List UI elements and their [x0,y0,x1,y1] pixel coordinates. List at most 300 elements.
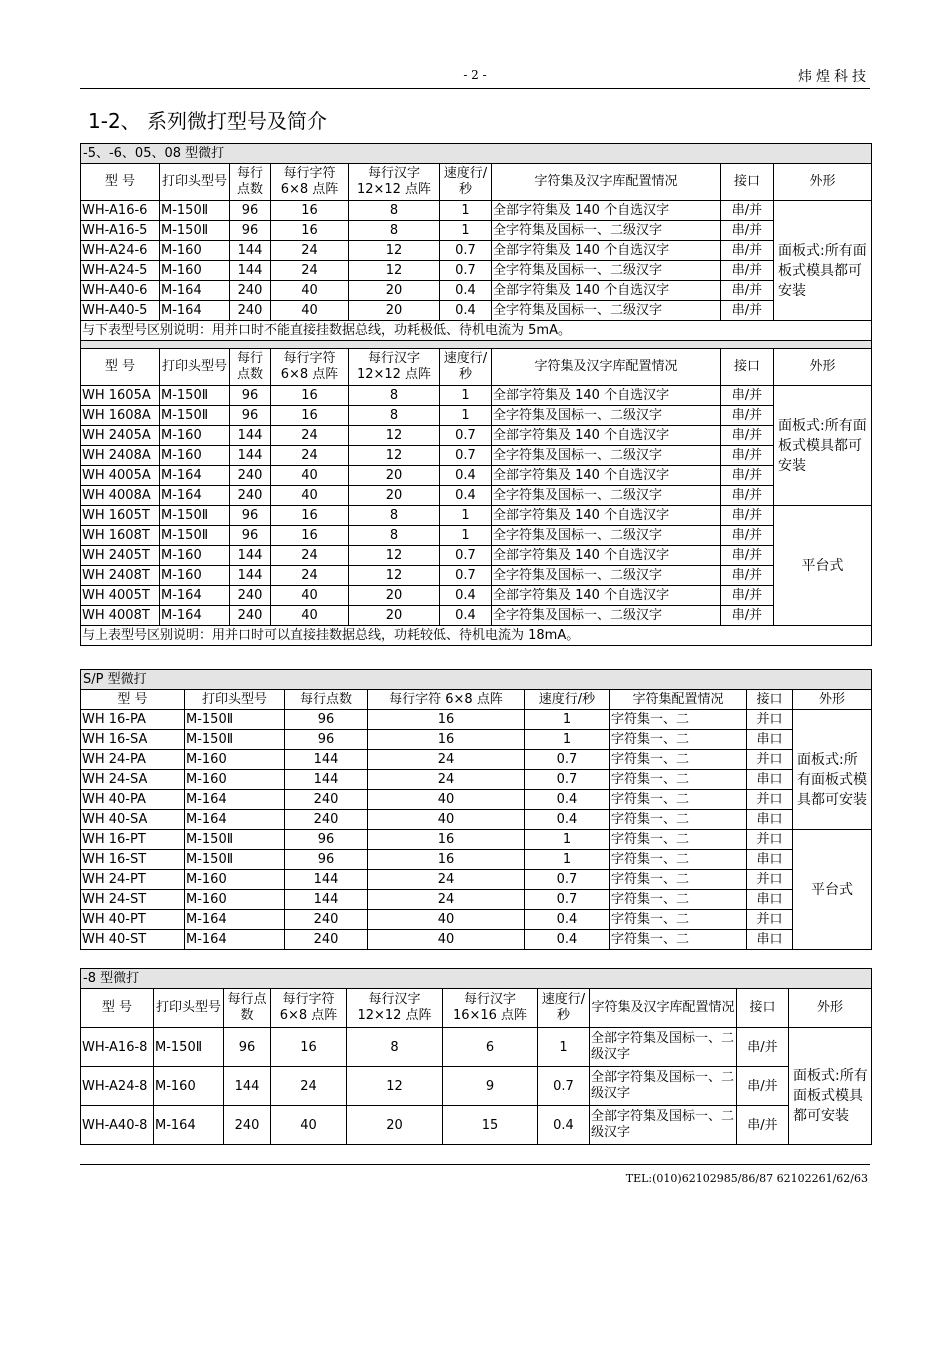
table-cell: 0.7 [440,426,492,446]
table-cell: 1 [525,830,610,850]
table-cell: 24 [271,446,349,466]
table-cell: 24 [271,261,349,281]
table-cell: 8 [349,221,440,241]
column-header: 外形 [774,164,872,201]
table-cell: 串/并 [721,586,774,606]
table-cell: 9 [443,1067,538,1106]
table-row [81,566,872,586]
table-cell: 全字符集及国标一、二级汉字 [492,301,721,321]
table-cell: M-160 [160,261,230,281]
table-cell: 15 [443,1106,538,1145]
table-cell: 144 [230,566,271,586]
table-cell: 40 [368,810,525,830]
table-cell: 12 [349,426,440,446]
table-cell: 全字符集及国标一、二级汉字 [492,446,721,466]
table-cell: 串/并 [721,281,774,301]
table-cell: M-160 [185,750,285,770]
table-cell: 串/并 [721,466,774,486]
table-cell: M-164 [160,301,230,321]
table-cell: 8 [349,506,440,526]
table-cell: 串/并 [721,426,774,446]
table-cell: 串口 [747,730,793,750]
table-cell: 20 [349,486,440,506]
table-cell: M-164 [185,930,285,950]
table-cell: 16 [271,1028,347,1067]
table-cell: 0.4 [440,586,492,606]
shape-cell: 面板式:所有面板式模具都可安装 [774,201,872,321]
column-header: 字符集及汉字库配置情况 [492,349,721,386]
column-header: 型 号 [81,989,154,1028]
table-row [81,1067,872,1106]
table-cell: M-150Ⅱ [160,386,230,406]
table-cell: 8 [347,1028,443,1067]
table-cell: M-150Ⅱ [160,221,230,241]
table-cell: 串口 [747,890,793,910]
table-cell: 0.4 [440,466,492,486]
table-cell: 串/并 [721,241,774,261]
table-cell: 0.7 [440,546,492,566]
table-row [81,890,872,910]
table-cell: 240 [230,301,271,321]
table-spacer [81,341,872,349]
table-cell: 40 [368,910,525,930]
table-cell: 20 [349,466,440,486]
table-caption: -8 型微打 [81,969,872,989]
table-cell: 40 [368,790,525,810]
table-cell: 0.7 [440,261,492,281]
table-cell: 16 [271,201,349,221]
column-header: 型 号 [81,164,160,201]
table-cell: WH 4008A [81,486,160,506]
table-cell: M-164 [185,810,285,830]
page-number: - 2 - [463,68,487,82]
table-row [81,386,872,406]
table-caption-row [81,670,872,690]
table-cell: WH 16-SA [81,730,185,750]
column-header: 型 号 [81,349,160,386]
table-cell: 字符集一、二 [610,730,747,750]
spacer-row [81,341,872,349]
table-cell: 0.7 [525,870,610,890]
table-cell: 144 [230,426,271,446]
table-cell: WH 40-SA [81,810,185,830]
table-cell: WH 2405T [81,546,160,566]
column-header: 每行点数 [224,989,271,1028]
table-cell: 16 [271,526,349,546]
table-cell: 96 [285,850,368,870]
table-cell: 20 [347,1106,443,1145]
table-cell: M-160 [185,770,285,790]
table-cell: 并口 [747,750,793,770]
table-cell: 8 [349,201,440,221]
table-cell: 96 [230,201,271,221]
table-cell: 0.4 [538,1106,590,1145]
column-header: 每行汉字12×12 点阵 [347,989,443,1028]
column-header: 打印头型号 [154,989,224,1028]
table-cell: WH-A40-8 [81,1106,154,1145]
column-header: 外形 [789,989,872,1028]
column-header: 速度行/秒 [525,690,610,710]
column-header: 每行字符6×8 点阵 [271,349,349,386]
column-header: 速度行/秒 [440,164,492,201]
table-cell: 全字符集及国标一、二级汉字 [492,606,721,626]
table-cell: 12 [349,546,440,566]
table-caption-row [81,969,872,989]
table-cell: 串/并 [721,486,774,506]
table-cell: 144 [224,1067,271,1106]
table-cell: 1 [525,710,610,730]
table-cell: 240 [230,466,271,486]
table-cell: 全部字符集及 140 个自选汉字 [492,426,721,446]
table-cell: 16 [368,710,525,730]
table-row [81,301,872,321]
table-cell: WH 1608T [81,526,160,546]
column-header: 每行字符6×8 点阵 [271,989,347,1028]
table-cell: 40 [271,281,349,301]
table-cell: M-150Ⅱ [160,201,230,221]
table-cell: 0.4 [525,790,610,810]
table-cell: 16 [271,406,349,426]
company-name: 炜煌科技 [798,69,870,85]
table-row [81,810,872,830]
column-header: 每行汉字16×16 点阵 [443,989,538,1028]
table-cell: 12 [349,566,440,586]
table-row [81,910,872,930]
table-cell: 144 [285,870,368,890]
table-cell: 240 [224,1106,271,1145]
table-cell: 24 [271,241,349,261]
table-cell: 0.7 [440,241,492,261]
shape-cell: 面板式:所有面板式模具都可安装 [774,386,872,506]
table-cell: 96 [224,1028,271,1067]
table-cell: 24 [368,750,525,770]
column-header: 每行字符 6×8 点阵 [368,690,525,710]
column-header: 每行点数 [285,690,368,710]
table-cell: 144 [230,261,271,281]
table-cell: WH 24-PA [81,750,185,770]
table-cell: M-160 [160,546,230,566]
footer-telephone: TEL:(010)62102985/86/87 62102261/62/63 [625,1172,868,1185]
table-cell: 串口 [747,770,793,790]
table-cell: WH 2405A [81,426,160,446]
table-header-row [81,349,872,386]
table-cell: 96 [230,221,271,241]
table-cell: 240 [230,586,271,606]
table-cell: 全部字符集及国标一、二级汉字 [590,1067,737,1106]
table-cell: 1 [440,221,492,241]
column-header: 接口 [721,164,774,201]
table-cell: M-164 [160,606,230,626]
column-header: 每行汉字12×12 点阵 [349,164,440,201]
table-cell: 全字符集及国标一、二级汉字 [492,261,721,281]
table-cell: 20 [349,281,440,301]
table-cell: WH 4008T [81,606,160,626]
table-cell: WH 16-PA [81,710,185,730]
table-cell: 字符集一、二 [610,910,747,930]
table-header-row [81,989,872,1028]
table-cell: 串/并 [721,221,774,241]
table-cell: 240 [285,930,368,950]
page-header [80,66,870,89]
table-cell: 1 [525,730,610,750]
table-cell: 96 [230,506,271,526]
column-header: 每行字符6×8 点阵 [271,164,349,201]
table-row [81,261,872,281]
table-row [81,770,872,790]
table-cell: M-160 [185,890,285,910]
column-header: 每行汉字12×12 点阵 [349,349,440,386]
table-cell: 8 [349,406,440,426]
table-cell: 8 [349,526,440,546]
table-cell: M-150Ⅱ [160,406,230,426]
table-cell: 串/并 [721,446,774,466]
table-cell: WH 24-SA [81,770,185,790]
table-row [81,426,872,446]
table-cell: M-160 [160,446,230,466]
table-cell: M-160 [185,870,285,890]
table-cell: WH-A24-6 [81,241,160,261]
table-cell: M-164 [160,586,230,606]
table-cell: 96 [230,406,271,426]
table-header-row [81,164,872,201]
table-cell: 0.4 [440,606,492,626]
table-row [81,506,872,526]
table-cell: 16 [271,506,349,526]
table-row [81,870,872,890]
table-cell: 串/并 [737,1028,789,1067]
table-row [81,850,872,870]
table-cell: 全部字符集及国标一、二级汉字 [590,1028,737,1067]
table-cell: 并口 [747,830,793,850]
table-cell: 全部字符集及 140 个自选汉字 [492,201,721,221]
table-cell: 串/并 [721,201,774,221]
table-cell: 串口 [747,930,793,950]
table-cell: 20 [349,301,440,321]
column-header: 型 号 [81,690,185,710]
table-cell: 16 [368,730,525,750]
table-cell: 全部字符集及 140 个自选汉字 [492,241,721,261]
table-cell: 8 [349,386,440,406]
table-cell: 16 [368,830,525,850]
table-cell: WH 1608A [81,406,160,426]
footer-divider [80,1164,870,1165]
table-cell: 全字符集及国标一、二级汉字 [492,486,721,506]
column-header: 字符集及汉字库配置情况 [590,989,737,1028]
table-cell: WH 40-PT [81,910,185,930]
table-cell: M-160 [160,241,230,261]
table-cell: 0.7 [525,770,610,790]
shape-cell: 面板式:所有面板式模具都可安装 [789,1028,872,1145]
column-header: 每行点数 [230,349,271,386]
table-cell: WH 1605T [81,506,160,526]
table-cell: 144 [285,750,368,770]
table-cell: 串/并 [721,506,774,526]
table-cell: 240 [230,606,271,626]
table-row [81,930,872,950]
table-cell: WH-A16-8 [81,1028,154,1067]
table-cell: 串/并 [721,301,774,321]
table-cell: WH-A40-5 [81,301,160,321]
table-cell: 字符集一、二 [610,750,747,770]
table-cell: 全部字符集及 140 个自选汉字 [492,546,721,566]
table-cell: WH 24-ST [81,890,185,910]
table-cell: 12 [349,261,440,281]
table-cell: 全部字符集及国标一、二级汉字 [590,1106,737,1145]
table-cell: M-150Ⅱ [154,1028,224,1067]
column-header: 接口 [747,690,793,710]
table-cell: 并口 [747,910,793,930]
table-row [81,466,872,486]
table-cell: 96 [230,526,271,546]
column-header: 外形 [793,690,872,710]
table-cell: M-160 [154,1067,224,1106]
table-cell: 字符集一、二 [610,930,747,950]
note-row [81,626,872,646]
table-cell: 字符集一、二 [610,850,747,870]
table-cell: 0.4 [525,930,610,950]
table-cell: WH 4005T [81,586,160,606]
table-row [81,830,872,850]
table-cell: 40 [271,1106,347,1145]
table-caption: -5、-6、05、08 型微打 [81,144,872,164]
table-cell: 串口 [747,810,793,830]
table-cell: WH 2408T [81,566,160,586]
table-cell: M-164 [185,910,285,930]
table-row [81,221,872,241]
table-cell: 0.4 [440,281,492,301]
table-cell: 串/并 [737,1067,789,1106]
shape-cell: 平台式 [774,506,872,626]
table-cell: 字符集一、二 [610,790,747,810]
table-cell: 40 [271,466,349,486]
table-cell: M-150Ⅱ [160,526,230,546]
table-cell: 并口 [747,870,793,890]
table-cell: 串/并 [737,1106,789,1145]
table-cell: 全字符集及国标一、二级汉字 [492,406,721,426]
column-header: 字符集及汉字库配置情况 [492,164,721,201]
table-cell: 16 [368,850,525,870]
table-cell: WH-A16-6 [81,201,160,221]
table-cell: M-160 [160,426,230,446]
table-cell: 96 [285,710,368,730]
table-cell: M-150Ⅱ [160,506,230,526]
table-cell: 并口 [747,710,793,730]
table-row [81,526,872,546]
table-row [81,790,872,810]
table-cell: 240 [285,810,368,830]
table-cell: WH-A16-5 [81,221,160,241]
table-cell: 0.4 [440,301,492,321]
table-cell: 全部字符集及 140 个自选汉字 [492,506,721,526]
column-header: 速度行/秒 [538,989,590,1028]
table-cell: 0.7 [440,566,492,586]
table-cell: 144 [230,446,271,466]
table-caption: S/P 型微打 [81,670,872,690]
table-cell: 40 [271,586,349,606]
table-cell: 全部字符集及 140 个自选汉字 [492,466,721,486]
table-cell: 6 [443,1028,538,1067]
table-cell: 0.4 [525,910,610,930]
table-row [81,201,872,221]
table-row [81,606,872,626]
column-header: 每行点数 [230,164,271,201]
table-cell: WH 16-PT [81,830,185,850]
column-header: 打印头型号 [160,164,230,201]
table-cell: 1 [538,1028,590,1067]
table-cell: 字符集一、二 [610,830,747,850]
table-row [81,241,872,261]
table-cell: 12 [347,1067,443,1106]
table-cell: 0.7 [525,890,610,910]
table-cell: M-164 [160,486,230,506]
table-cell: 0.4 [440,486,492,506]
table-cell: 24 [368,770,525,790]
table-cell: 16 [271,386,349,406]
table-cell: 20 [349,586,440,606]
table-cell: 0.7 [538,1067,590,1106]
table-row [81,486,872,506]
table-cell: 1 [440,506,492,526]
table-cell: 串/并 [721,261,774,281]
table-row [81,281,872,301]
column-header: 字符集配置情况 [610,690,747,710]
table-cell: 串/并 [721,606,774,626]
column-header: 打印头型号 [160,349,230,386]
table-cell: 24 [271,426,349,446]
table-cell: 全部字符集及 140 个自选汉字 [492,281,721,301]
table-cell: 240 [285,790,368,810]
table-cell: 40 [271,486,349,506]
table-header-row [81,690,872,710]
table-cell: WH 2408A [81,446,160,466]
section-title: 1-2、 系列微打型号及简介 [88,109,328,133]
table-caption-row [81,144,872,164]
table-row [81,1106,872,1145]
table-cell: 1 [440,386,492,406]
table-cell: M-150Ⅱ [185,710,285,730]
column-header: 速度行/秒 [440,349,492,386]
table-cell: 96 [285,830,368,850]
table-cell: WH 1605A [81,386,160,406]
table-cell: 全字符集及国标一、二级汉字 [492,526,721,546]
table-cell: WH 40-ST [81,930,185,950]
table-cell: 字符集一、二 [610,770,747,790]
table-cell: 24 [368,870,525,890]
table-cell: WH-A40-6 [81,281,160,301]
table-cell: 96 [230,386,271,406]
table-cell: WH-A24-5 [81,261,160,281]
table-cell: 144 [230,241,271,261]
table-cell: M-160 [160,566,230,586]
table-cell: 1 [440,201,492,221]
table-cell: 全字符集及国标一、二级汉字 [492,221,721,241]
column-header: 接口 [721,349,774,386]
table-cell: 240 [230,281,271,301]
table-cell: WH 4005A [81,466,160,486]
table-cell: M-150Ⅱ [185,850,285,870]
table-row [81,446,872,466]
table-cell: 96 [285,730,368,750]
table-cell: 40 [271,606,349,626]
table-cell: 240 [285,910,368,930]
table-cell: 40 [271,301,349,321]
table-cell: 串/并 [721,406,774,426]
table-cell: 串/并 [721,386,774,406]
table-cell: 24 [271,1067,347,1106]
table-cell: 字符集一、二 [610,870,747,890]
table-cell: 16 [271,221,349,241]
table-cell: 24 [368,890,525,910]
